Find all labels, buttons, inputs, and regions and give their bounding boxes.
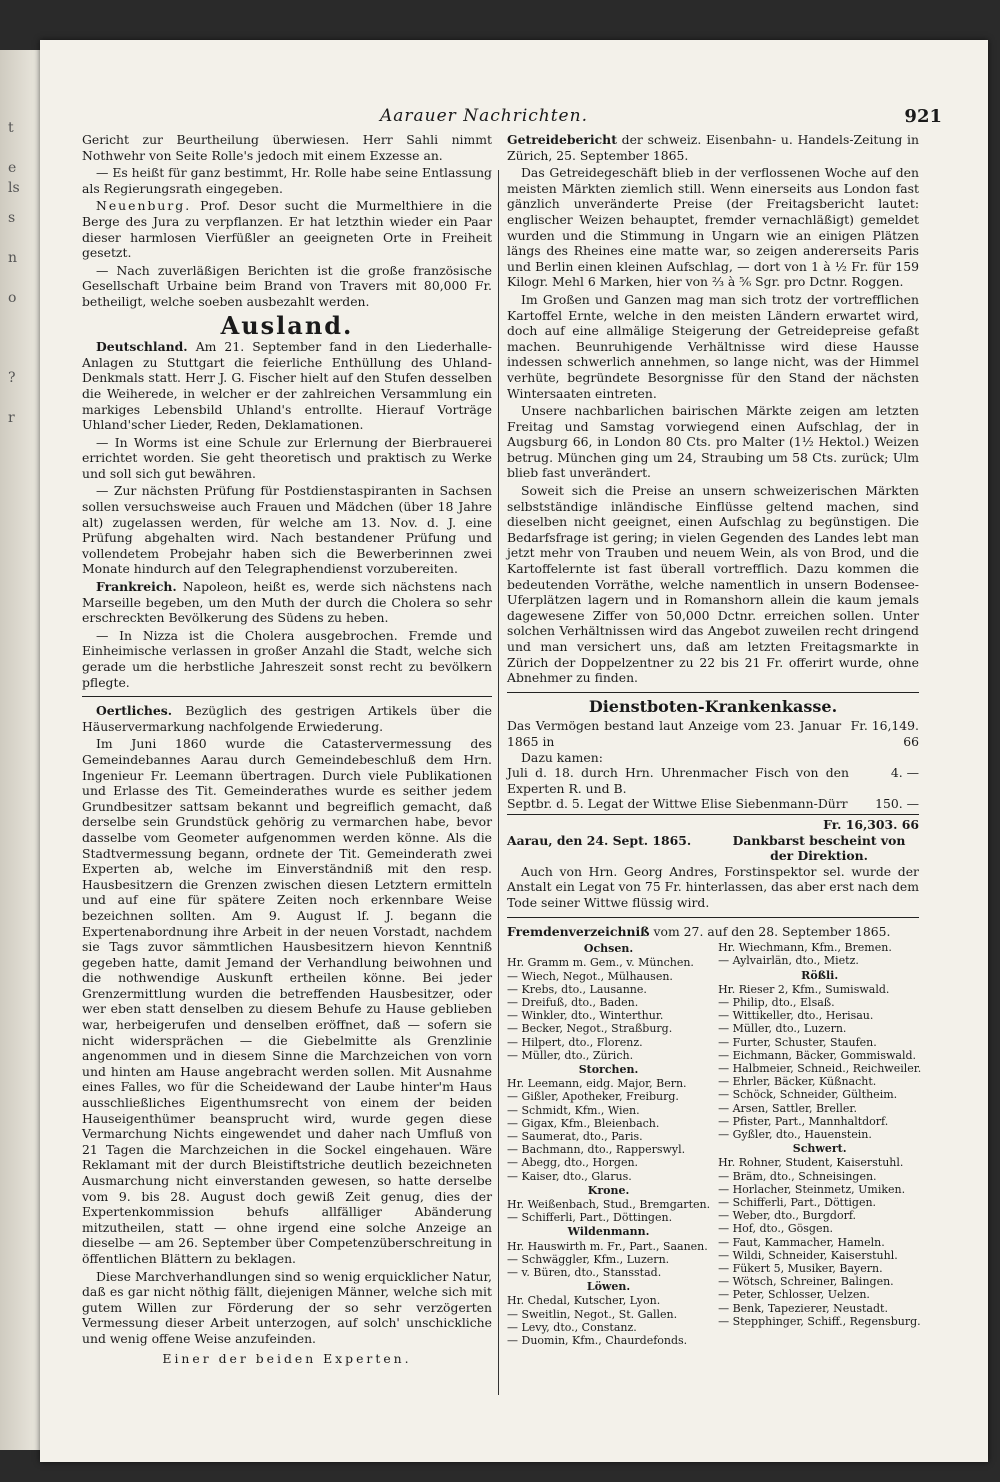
place-label: Neuenburg.	[96, 198, 192, 214]
guest-entry: Hr. Weißenbach, Stud., Bremgarten.	[507, 1197, 711, 1211]
section-heading-krankenkasse: Dienstboten-Krankenkasse.	[588, 696, 838, 716]
guest-entry: — Hilpert, dto., Florenz.	[507, 1035, 643, 1049]
additions-label: Dazu kamen:	[521, 749, 603, 765]
signoff-row	[507, 833, 919, 864]
neuenburg-paragraph	[82, 198, 492, 260]
section-label: Oertliches.	[96, 703, 173, 719]
guest-entry: — Abegg, dto., Horgen.	[507, 1156, 639, 1170]
adjacent-page-edge: t e ls s n o ? r	[0, 50, 40, 1450]
guest-entry: — Sweitlin, Negot., St. Gallen.	[507, 1307, 678, 1321]
signoff-text: Dankbarst bescheint von der Direktion.	[732, 832, 906, 864]
right-column	[507, 132, 922, 1347]
guest-entry: — Philip, dto., Elsaß.	[718, 995, 835, 1009]
guest-entry: — Schwäggler, Kfm., Luzern.	[507, 1252, 670, 1266]
report-source: der schweiz. Eisenbahn- u. Handels-Zeitung in Zürich, 25. September 1865.	[507, 132, 919, 163]
guest-entry: Hr. Rieser 2, Kfm., Sumiswald.	[718, 982, 890, 996]
entry-amount: 4. —	[890, 765, 919, 781]
balance-amount: Fr. 16,149. 66	[850, 718, 919, 749]
paragraph: — Zur nächsten Prüfung für Postdienstaspiranten in Sachsen sollen versuchsweise auch Frauen und Mädchen (über 18 Jahre alt) zugelassen werden, für welche am 13. Nov. d. J. eine Prüfung abgehalten wird. Nach bestandener Prüfung und vollendetem Probejahr haben sich die Bewerberinnen zwei Monate hindurch auf den Telegraphendienst vorzubereiten.	[82, 483, 492, 577]
fremden-date: vom 27. auf den 28. September 1865.	[653, 923, 891, 939]
frankreich-paragraph	[82, 579, 492, 626]
fremden-heading	[507, 924, 919, 940]
guest-entry: — Wötsch, Schreiner, Balingen.	[718, 1275, 894, 1289]
page-number: 921	[904, 106, 942, 127]
guest-entry: — Stepphinger, Schiff., Regensburg.	[718, 1314, 921, 1328]
paragraph: Das Getreidegeschäft blieb in der verflossenen Woche auf den meisten Märkten ziemlich still. Wenn einerseits aus London fast gänzlich unveränderte Preise (der Freitagsbericht lautet: englischer Weizen behauptet, fremder vernachläßigt) gemeldet wurden und die Stimmung in Ungarn wie an einigen Plätzen längs des Rheines eine matte war, so zeigen andererseits Paris und Berlin einen kleinen Aufschlag, — dort von 1 à ½ Fr. für 159 Kilogr. Mehl 6 Marken, hier von ⅔ à ⅚ Sgr. pro Dctnr. Roggen.	[507, 165, 919, 290]
entry-amount: 150. —	[875, 796, 919, 812]
guest-entry: — Becker, Negot., Straßburg.	[507, 1022, 673, 1036]
hotel-name: Krone.	[587, 1183, 630, 1197]
left-column	[82, 132, 492, 1366]
paragraph: Unsere nachbarlichen bairischen Märkte zeigen am letzten Freitag und Samstag vorwiegend einen Aufschlag, der in Augsburg 66, in London 80 Cts. pro Malter (1½ Hektol.) Weizen betrug. München ging um 24, Straubing um 58 Cts. zurück; Ulm blieb fast unverändert.	[507, 403, 919, 481]
guest-entry: — Müller, dto., Luzern.	[718, 1022, 847, 1036]
hotel-name: Schwert.	[792, 1142, 847, 1156]
guest-entry: — Schifferli, Part., Döttigen.	[718, 1195, 877, 1209]
guest-entry: Hr. Gramm m. Gem., v. München.	[507, 956, 694, 970]
guest-entry: — Hof, dto., Gösgen.	[718, 1222, 834, 1236]
total-amount: Fr. 16,303. 66	[823, 816, 919, 832]
guest-entry: — Furter, Schuster, Staufen.	[718, 1035, 877, 1049]
guest-entry: — Schmidt, Kfm., Wien.	[507, 1103, 640, 1117]
guest-entry: — Schöck, Schneider, Gültheim.	[718, 1088, 898, 1102]
guest-entry: — Eichmann, Bäcker, Gommiswald.	[718, 1048, 917, 1062]
guest-entry: Hr. Wiechmann, Kfm., Bremen.	[718, 941, 892, 955]
guest-entry: — Benk, Tapezierer, Neustadt.	[718, 1301, 888, 1315]
hotel-name: Storchen.	[578, 1062, 639, 1076]
country-label: Frankreich.	[96, 579, 177, 595]
paragraph: Im Großen und Ganzen mag man sich trotz der vortrefflichen Kartoffel Ernte, welche in den meisten Ländern erwartet wird, doch auf eine allmälige Steigerung der Getreidepreise gefaßt machen. Beunruhigende Verhältnisse wird diese Hausse indessen schwerlich annehmen, so lange nicht, was der Himmel verhüte, begründete Besorgnisse für den Stand der nächsten Wintersaaten eintreten.	[507, 291, 919, 401]
guest-entry: — Fükert 5, Musiker, Bayern.	[718, 1261, 883, 1275]
paragraph: — In Nizza ist die Cholera ausgebrochen. Fremde und Einheimische verlassen in großer Anzahl die Stadt, welche sich gerade um die herbstliche Jahreszeit sonst recht zu bevölkern pflegte.	[82, 627, 492, 690]
paragraph: — Nach zuverläßigen Berichten ist die große französische Gesellschaft Urbaine beim Brand von Travers mit 80,000 Fr. betheiligt, welche soeben ausbezahlt werden.	[82, 262, 492, 309]
signature: Einer der beiden Experten.	[162, 1350, 412, 1366]
guest-entry: — Ehrler, Bäcker, Küßnacht.	[718, 1075, 877, 1089]
guest-entry: — Horlacher, Steinmetz, Umiken.	[718, 1182, 906, 1196]
guest-entry: — Kaiser, dto., Glarus.	[507, 1169, 632, 1183]
report-label: Getreidebericht	[507, 132, 617, 147]
guest-entry: Hr. Chedal, Kutscher, Lyon.	[507, 1294, 661, 1308]
guest-entry: — Wiech, Negot., Mülhausen.	[507, 969, 673, 983]
guest-entry: — Gyßler, dto., Hauenstein.	[718, 1127, 872, 1141]
oertliches-paragraph	[82, 703, 492, 734]
entry-text: Juli d. 18. durch Hrn. Uhrenmacher Fisch von den Experten R. und B.	[507, 765, 849, 796]
guest-entry: — Bräm, dto., Schneisingen.	[718, 1169, 877, 1183]
hotel-name: Rößli.	[801, 968, 839, 982]
guest-entry: — Bachmann, dto., Rapperswyl.	[507, 1143, 686, 1157]
paragraph: Gericht zur Beurtheilung überwiesen. Herr Sahli nimmt Nothwehr von Seite Rolle's jedoch mit einem Exzesse an.	[82, 132, 492, 163]
paragraph: Im Juni 1860 wurde die Catastervermessung des Gemeindebannes Aarau durch Gemeindebeschluß dem Hrn. Ingenieur Fr. Leemann übertragen. Durch viele Publikationen und Erlasse des Tit. Gemeinderathes wurde es seither jedem Grundbesitzer sattsam bekannt und begreiflich gemacht, daß derselbe sein Grundstück gehörig zu vermarchen habe, bevor dasselbe vom Geometer aufgenommen werden könne. Als die Stadtvermessung begann, ordnete der Tit. Gemeinderath zwei Experten ab, welche im Einverständniß mit den resp. Hausbesitzern die Grenzen zwischen diesen Letztern ermitteln und auf eine für spätere Zeiten noch erkennbare Weise bezeichnen sollten. Am 9. August lf. J. begann die Expertenabordnung ihre Arbeit in der neuen Vorstadt, nachdem sie Tags zuvor sämmtlichen Hausbesitzern hievon Kenntniß gegeben hatte, damit Jemand der Verhandlung beiwohnen und die nothwendige Auskunft ertheilen könne. Bei jeder Grenzermittlung wurden die betreffenden Hausbesitzer, oder wer eben statt denselben zu diesem Behufe zu Hause geblieben war, herbeigerufen und denselben eröffnet, daß — sofern sie nicht widersprächen — die Giebelmitte als Grenzlinie angenommen und in diesem Sinne die Marchzeichen von vorn und hinten am Hause angebracht werden sollen. Mit Ausnahme eines Falles, wo für die Scheidewand der Laube hinter'm Haus ausschließliches Eigenthumsrecht von einem der beiden Hauseigenthümer beansprucht wird, wurde gegen diese Vermarchung Nichts eingewendet und daher nach Umfluß von 21 Tagen die Marchzeichen in die Sockel eingehauen. Wäre Reklamant mit der durch Bleistiftstriche deutlich bezeichneten Ausmarchung nicht einverstanden gewesen, so hatte derselbe vom 9. bis 28. August doch gewiß Zeit genug, dies der Expertenkommission behufs allfälliger Abänderung mitzutheilen, statt — ohne irgend eine solche Anzeige an dieselbe — am 26. September über Competenzüberschreitung in öffentlichen Blättern zu beklagen.	[82, 736, 492, 1266]
guest-entry: — Arsen, Sattler, Breller.	[718, 1101, 857, 1115]
hotel-name: Löwen.	[586, 1280, 631, 1294]
entry-text: Septbr. d. 5. Legat der Wittwe Elise Siebenmann-Dürr	[507, 796, 848, 812]
paragraph: Diese Marchverhandlungen sind so wenig erquicklicher Natur, daß es gar nicht nöthig fällt, diejenigen Männer, welche sich mit gutem Willen zur Förderung der so sehr verzögerten Vermessung dieser Arbeit unterzogen, auf solch' unschickliche und wenig offene Weise anzufeinden.	[82, 1268, 492, 1346]
section-heading-ausland: Ausland.	[220, 310, 354, 340]
guest-entry: — Aylvairlän, dto., Mietz.	[718, 954, 859, 968]
section-rule	[507, 692, 919, 693]
balance-row	[507, 718, 919, 749]
guest-entry: — Duomin, Kfm., Chaurdefonds.	[507, 1333, 688, 1347]
paragraph-text: Napoleon, heißt es, werde sich nächstens nach Marseille begeben, um den Muth der durch die Cholera so sehr erschreckten Bevölkerung des Südens zu heben.	[82, 579, 492, 626]
guest-entry: — Saumerat, dto., Paris.	[507, 1129, 643, 1143]
paragraph-text: Bezüglich des gestrigen Artikels über die Häuservermarkung nachfolgende Erwiederung.	[82, 703, 492, 734]
hotel-name: Ochsen.	[583, 942, 634, 956]
paragraph-text: Am 21. September fand in den Liederhalle-Anlagen zu Stuttgart die feierliche Enthüllung des Uhland-Denkmals statt. Herr J. G. Fischer hielt auf den Stufen desselben die Weiherede, in welcher er der zahlreichen Versammlung ein markiges Lebensbild Uhland's entrollte. Hierauf Vorträge Uhland'scher Lieder, Reden, Deklamationen.	[82, 339, 492, 433]
guest-entry: Hr. Hauswirth m. Fr., Part., Saanen.	[507, 1239, 708, 1253]
paragraph: — In Worms ist eine Schule zur Erlernung der Bierbrauerei errichtet worden. Sie geht theoretisch und praktisch zu Werke und soll sich gut bewähren.	[82, 434, 492, 481]
guest-entry: — Peter, Schlosser, Uelzen.	[718, 1288, 870, 1302]
guest-entry: — Weber, dto., Burgdorf.	[718, 1209, 857, 1223]
entry-row	[507, 796, 919, 812]
guest-entry: — Halbmeier, Schneid., Reichweiler.	[718, 1061, 922, 1075]
guest-entry: — Wittikeller, dto., Herisau.	[718, 1009, 874, 1023]
guest-list	[507, 941, 922, 1347]
guest-entry: — Krebs, dto., Lausanne.	[507, 982, 647, 996]
guest-entry: — v. Büren, dto., Stansstad.	[507, 1265, 662, 1279]
running-title: Aarauer Nachrichten.	[380, 106, 588, 126]
guest-entry: — Müller, dto., Zürich.	[507, 1048, 634, 1062]
column-divider	[498, 170, 499, 1395]
total-row	[507, 814, 919, 833]
section-rule	[82, 696, 492, 697]
guest-entry: Hr. Rohner, Student, Kaiserstuhl.	[718, 1156, 904, 1170]
entry-row	[507, 765, 919, 796]
hotel-name: Wildenmann.	[567, 1225, 650, 1239]
guest-entry: — Dreifuß, dto., Baden.	[507, 995, 639, 1009]
guest-entry: — Pfister, Part., Mannhaltdorf.	[718, 1114, 889, 1128]
balance-text: Das Vermögen bestand laut Anzeige vom 23. Januar 1865 in	[507, 718, 842, 749]
guest-entry: — Levy, dto., Constanz.	[507, 1320, 637, 1334]
guest-entry: — Schifferli, Part., Döttingen.	[507, 1211, 673, 1225]
guest-entry: Hr. Leemann, eidg. Major, Bern.	[507, 1077, 687, 1091]
guest-entry: — Gigax, Kfm., Bleienbach.	[507, 1116, 660, 1130]
paragraph: Auch von Hrn. Georg Andres, Forstinspektor sel. wurde der Anstalt ein Legat von 75 Fr. hinterlassen, das aber erst nach dem Tode seiner Wittwe flüssig wird.	[507, 863, 919, 910]
paragraph: — Es heißt für ganz bestimmt, Hr. Rolle habe seine Entlassung als Regierungsrath eingegeben.	[82, 165, 492, 196]
guest-list-column-2	[718, 941, 921, 1347]
signoff-date: Aarau, den 24. Sept. 1865.	[507, 832, 692, 848]
section-rule	[507, 917, 919, 918]
country-label: Deutschland.	[96, 339, 188, 355]
getreide-heading	[507, 132, 919, 163]
guest-entry: — Winkler, dto., Winterthur.	[507, 1009, 664, 1023]
guest-entry: — Wildi, Schneider, Kaiserstuhl.	[718, 1248, 898, 1262]
guest-entry: — Gißler, Apotheker, Freiburg.	[507, 1090, 679, 1104]
fremden-label: Fremdenverzeichniß	[507, 923, 650, 939]
newspaper-page	[40, 40, 988, 1462]
guest-entry: — Faut, Kammacher, Hameln.	[718, 1235, 885, 1249]
guest-list-column-1	[507, 941, 710, 1347]
paragraph-text: Prof. Desor sucht die Murmelthiere in die Berge des Jura zu verpflanzen. Er hat letzthin wieder ein Paar dieser harmlosen Vierfüßler an geeigneten Orte in Freiheit gesetzt.	[82, 198, 492, 261]
deutschland-paragraph	[82, 339, 492, 433]
paragraph: Soweit sich die Preise an unsern schweizerischen Märkten selbstständige inländische Einflüsse geltend machen, sind dieselben nicht geeignet, einen Aufschlag zu begünstigen. Die Bedarfsfrage ist gering; in vielen Gegenden des Landes lebt man jetzt mehr von Trauben und neuem Wein, als von Brod, und die Kartoffelernte ist fast überall vortrefflich. Dazu kommen die bedeutenden Vorräthe, welche namentlich in unsern Bodensee-Uferplätzen lagern und in Romanshorn allein die kaum jemals dagewesene Ziffer von 50,000 Dctnr. erreichen sollen. Unter solchen Verhältnissen wird das Angebot zuweilen recht dringend und man versichert uns, daß am letzten Freitagsmarkte in Zürich der Doppelzentner zu 22 bis 21 Fr. offerirt wurde, ohne Abnehmer zu finden.	[507, 483, 919, 686]
